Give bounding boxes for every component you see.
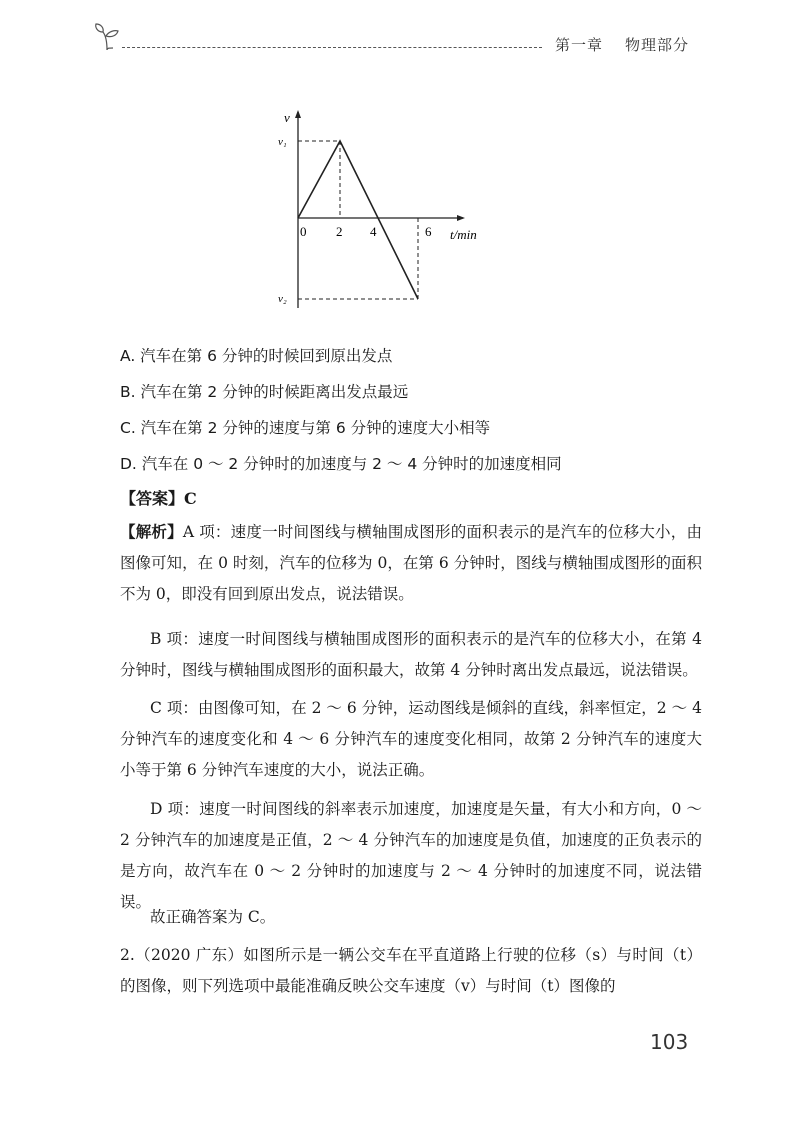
analysis-b: B 项：速度一时间图线与横轴围成图形的面积表示的是汽车的位移大小，在第 4 分钟时，图线与横轴围成图形的面积最大，故第 4 分钟时离出发点最远，说法错误。 (120, 630, 702, 679)
page-number: 103 (650, 1030, 689, 1054)
header-title (555, 34, 689, 55)
sprout-icon (93, 22, 121, 52)
option-a: A. 汽车在第 6 分钟的时候回到原出发点 (120, 347, 393, 365)
tick-label-4: 4 (370, 224, 377, 239)
answer-line (120, 489, 700, 509)
v1-label: v₁ (278, 136, 287, 148)
next-question: 2.（2020 广东）如图所示是一辆公交车在平直道路上行驶的位移（s）与时间（t）的图像，则下列选项中最能准确反映公交车速度（v）与时间（t）图像的 (120, 946, 702, 995)
y-axis-label: v (284, 110, 290, 125)
tick-label-0: 0 (300, 224, 307, 239)
analysis-a-text: A 项：速度一时间图线与横轴围成图形的面积表示的是汽车的位移大小，由图像可知，在 0 时刻，汽车的位移为 0，在第 6 分钟时，图线与横轴围成图形的面积不为 0，即没有回到原出发点，说法错误。 (120, 523, 702, 603)
x-axis-arrow (457, 215, 465, 221)
option-d: D. 汽车在 0 ～ 2 分钟时的加速度与 2 ～ 4 分钟时的加速度相同 (120, 455, 562, 473)
v2-label: v₂ (278, 293, 287, 305)
tick-label-2: 2 (336, 224, 343, 239)
chapter-label: 第一章 (555, 36, 604, 54)
analysis-conclusion: 故正确答案为 C。 (150, 908, 276, 926)
velocity-line (298, 141, 418, 299)
option-c: C. 汽车在第 2 分钟的速度与第 6 分钟的速度大小相等 (120, 419, 491, 437)
analysis-c: C 项：由图像可知，在 2 ～ 6 分钟，运动图线是倾斜的直线，斜率恒定，2 ～ 4 分钟汽车的速度变化和 4 ～ 6 分钟汽车的速度变化相同，故第 2 分钟汽车的速度大小等于第 6 分钟汽车速度的大小，说法正确。 (120, 699, 702, 779)
x-axis-label: t/min (450, 227, 477, 242)
answer-value: C (184, 489, 197, 508)
y-axis-arrow (295, 110, 301, 118)
analysis-d: D 项：速度一时间图线的斜率表示加速度，加速度是矢量，有大小和方向，0 ～ 2 分钟汽车的加速度是正值，2 ～ 4 分钟汽车的加速度是负值，加速度的正负表示的是方向，故汽车在 0 ～ 2 分钟时的加速度与 2 ～ 4 分钟时的加速度不同，说法错误。 (120, 800, 702, 911)
page-header (0, 0, 800, 60)
tick-label-6: 6 (425, 224, 432, 239)
velocity-time-graph (265, 108, 505, 323)
analysis-a (120, 516, 702, 610)
analysis-label: 【解析】 (120, 522, 183, 541)
section-label: 物理部分 (625, 36, 690, 54)
option-b: B. 汽车在第 2 分钟的时候距离出发点最远 (120, 383, 409, 401)
header-rule (122, 47, 542, 48)
answer-label: 【答案】 (120, 489, 185, 508)
